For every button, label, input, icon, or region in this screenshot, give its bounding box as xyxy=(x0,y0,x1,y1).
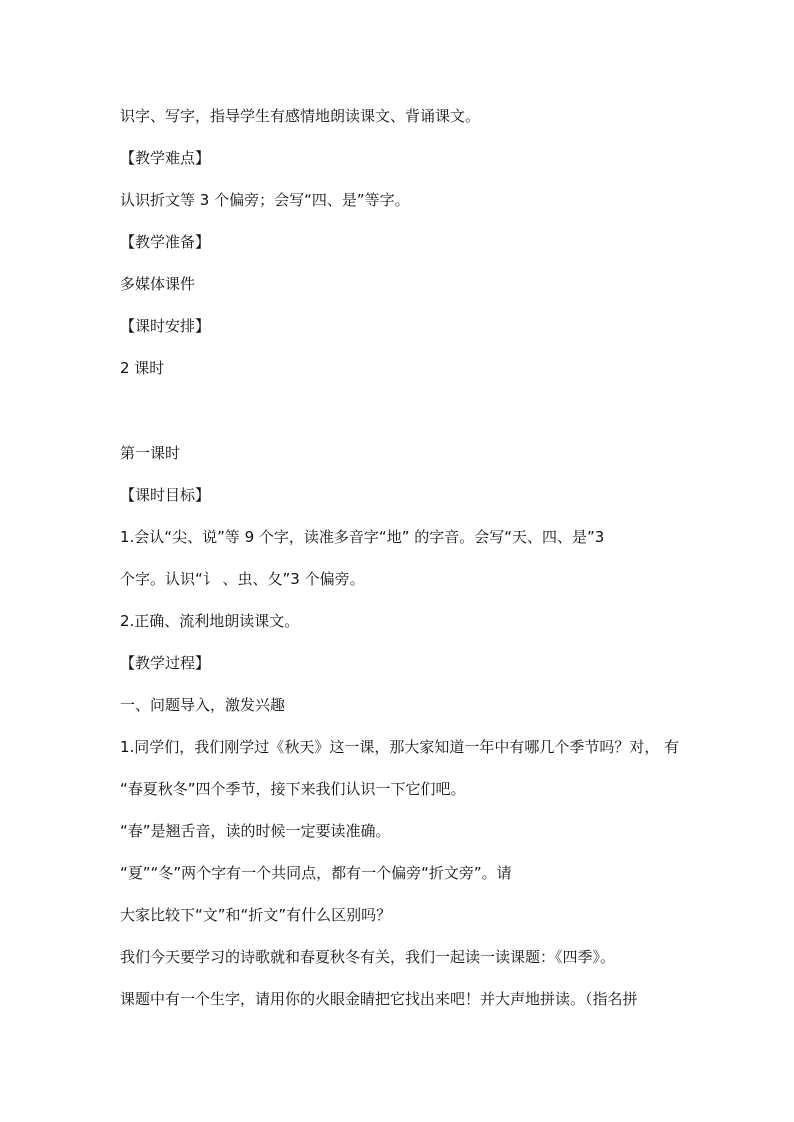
section-heading-teaching-process: 【教学过程】 xyxy=(120,654,211,672)
process-paragraph-line-5: 大家比较下“文”和“折文”有什么区别吗？ xyxy=(120,906,392,924)
process-paragraph-line-2: “春夏秋冬”四个季节，接下来我们认识一下它们吧。 xyxy=(120,780,466,798)
preparation-text: 多媒体课件 xyxy=(120,275,196,293)
process-paragraph-line-7: 课题中有一个生字，请用你的火眼金睛把它找出来吧！并大声地拼读。（指名拼 xyxy=(120,990,638,1008)
section-heading-teaching-difficulty: 【教学难点】 xyxy=(120,149,211,167)
goal-1-line-1: 1.会认“尖、说”等 9 个字，读准多音字“地” 的字音。会写“天、四、是”3 xyxy=(120,528,605,546)
section-heading-teaching-preparation: 【教学准备】 xyxy=(120,233,211,251)
difficulty-text: 认识折文等 3 个偏旁；会写“四、是”等字。 xyxy=(120,191,410,209)
process-paragraph-line-1: 1.同学们，我们刚学过《秋天》这一课，那大家知道一年中有哪几个季节吗？对， 有 xyxy=(120,738,680,756)
goal-1-line-2: 个字。认识“讠 、虫、夂”3 个偏旁。 xyxy=(120,570,365,588)
goal-2: 2.正确、流利地朗读课文。 xyxy=(120,612,300,630)
process-paragraph-line-3: “春”是翘舌音，读的时候一定要读准确。 xyxy=(120,822,391,840)
process-paragraph-line-4: “夏”“冬”两个字有一个共同点，都有一个偏旁“折文旁”。请 xyxy=(120,864,512,882)
objective-continued-text: 识字、写字，指导学生有感情地朗读课文、背诵课文。 xyxy=(120,107,481,125)
process-paragraph-line-6: 我们今天要学习的诗歌就和春夏秋冬有关，我们一起读一读课题：《四季》。 xyxy=(120,948,616,966)
section-heading-lesson-arrangement: 【课时安排】 xyxy=(120,317,211,335)
section-heading-lesson-goals: 【课时目标】 xyxy=(120,486,211,504)
process-step-1-title: 一、问题导入，激发兴趣 xyxy=(120,696,286,714)
arrangement-text: 2 课时 xyxy=(120,359,165,377)
first-lesson-title: 第一课时 xyxy=(120,444,181,462)
